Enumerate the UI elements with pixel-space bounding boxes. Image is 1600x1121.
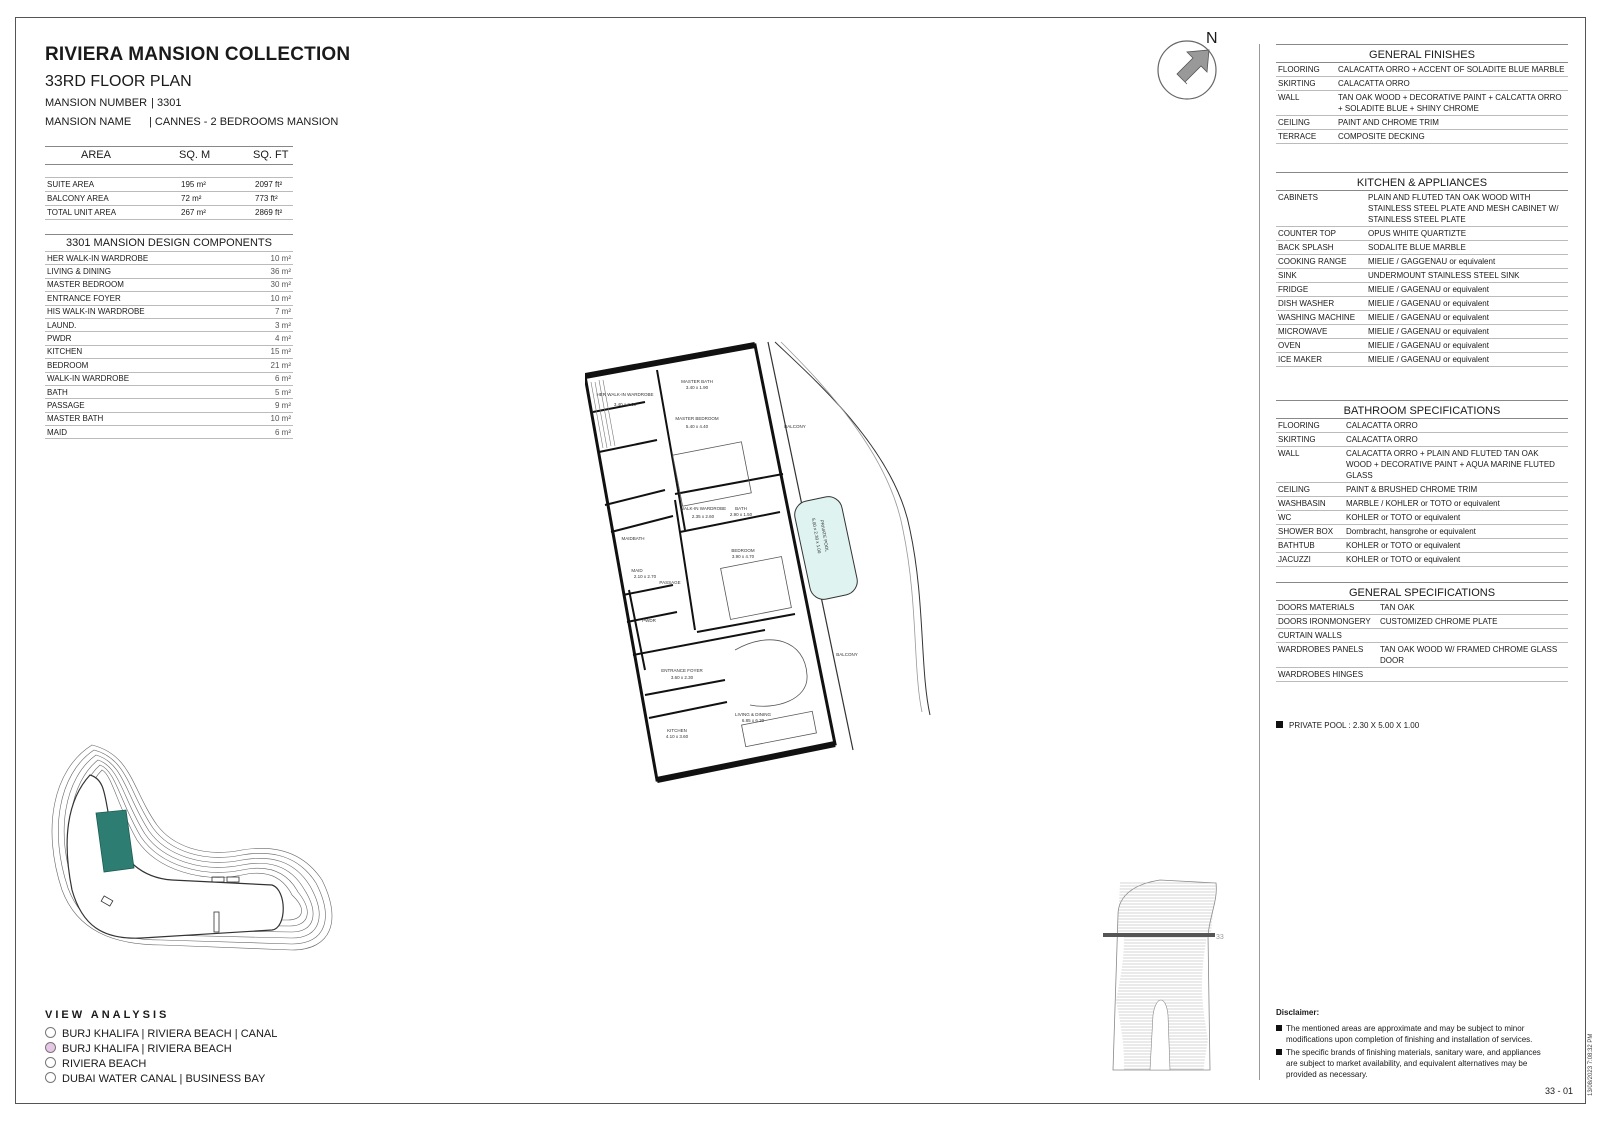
component-name: MASTER BATH bbox=[45, 412, 246, 425]
component-name: HIS WALK-IN WARDROBE bbox=[45, 305, 246, 318]
component-row bbox=[45, 292, 293, 305]
label-entrance: ENTRANCE FOYER bbox=[661, 668, 703, 673]
spec-label: CABINETS bbox=[1276, 191, 1366, 227]
mansion-name-label: MANSION NAME bbox=[45, 116, 132, 128]
spec-value: KOHLER or TOTO or equivalent bbox=[1344, 511, 1568, 525]
key-plan bbox=[42, 740, 342, 965]
kitchen-section bbox=[1276, 172, 1568, 367]
mansion-name-value: | CANNES - 2 BEDROOMS MANSION bbox=[149, 116, 339, 128]
spec-value: MARBLE / KOHLER or TOTO or equivalent bbox=[1344, 497, 1568, 511]
floor-plan bbox=[585, 340, 945, 800]
sqft-header: SQ. FT bbox=[253, 147, 293, 165]
spec-label: DOORS IRONMONGERY bbox=[1276, 615, 1378, 629]
spec-value: CUSTOMIZED CHROME PLATE bbox=[1378, 615, 1568, 629]
spec-value bbox=[1378, 629, 1568, 643]
pool-note bbox=[1276, 721, 1419, 730]
spec-value: Dornbracht, hansgrohe or equivalent bbox=[1344, 525, 1568, 539]
label-entrance-dim: 3.60 x 2.30 bbox=[670, 675, 694, 680]
spec-label: TERRACE bbox=[1276, 130, 1336, 144]
spec-label: SKIRTING bbox=[1276, 77, 1336, 91]
spec-value: MIELIE / GAGENAU or equivalent bbox=[1366, 283, 1568, 297]
spec-row bbox=[1276, 269, 1568, 283]
column-divider bbox=[1259, 44, 1260, 1080]
view-label: BURJ KHALIFA | RIVIERA BEACH | CANAL bbox=[62, 1028, 278, 1040]
view-label: DUBAI WATER CANAL | BUSINESS BAY bbox=[62, 1073, 266, 1085]
spec-value: SODALITE BLUE MARBLE bbox=[1366, 241, 1568, 255]
spec-row bbox=[1276, 525, 1568, 539]
spec-label: BACK SPLASH bbox=[1276, 241, 1366, 255]
floor-number: 33 bbox=[1216, 934, 1224, 941]
spec-value: MIELIE / GAGGENAU or equivalent bbox=[1366, 255, 1568, 269]
component-row bbox=[45, 426, 293, 439]
label-kitchen-dim: 4.10 x 3.60 bbox=[665, 734, 689, 739]
component-row bbox=[45, 305, 293, 318]
floor-marker bbox=[1103, 933, 1215, 937]
general-specs-title: GENERAL SPECIFICATIONS bbox=[1276, 582, 1568, 601]
label-living: LIVING & DINING bbox=[734, 712, 772, 717]
component-name: KITCHEN bbox=[45, 345, 246, 358]
area-name: SUITE AREA bbox=[45, 178, 179, 192]
component-area: 6 m² bbox=[246, 426, 293, 439]
view-item bbox=[45, 1027, 277, 1040]
general-finishes-title: GENERAL FINISHES bbox=[1276, 44, 1568, 63]
component-area: 6 m² bbox=[246, 372, 293, 385]
label-maid: MAID bbox=[631, 568, 643, 573]
spec-label: CEILING bbox=[1276, 483, 1344, 497]
spec-label: CEILING bbox=[1276, 116, 1336, 130]
spec-row bbox=[1276, 483, 1568, 497]
area-row bbox=[45, 192, 293, 206]
spec-label: WC bbox=[1276, 511, 1344, 525]
area-table bbox=[45, 146, 293, 220]
label-bath: BATH bbox=[735, 506, 747, 511]
spec-label: ICE MAKER bbox=[1276, 353, 1366, 367]
spec-row bbox=[1276, 311, 1568, 325]
components-title: 3301 MANSION DESIGN COMPONENTS bbox=[45, 234, 293, 249]
mansion-number-label: MANSION NUMBER bbox=[45, 97, 148, 109]
component-row bbox=[45, 332, 293, 345]
outer-wall bbox=[585, 345, 835, 780]
spec-row bbox=[1276, 325, 1568, 339]
spec-row bbox=[1276, 539, 1568, 553]
spec-value: TAN OAK bbox=[1378, 601, 1568, 615]
label-her-wir-dim: 3.40 x 2.60 bbox=[613, 402, 637, 407]
component-row bbox=[45, 385, 293, 398]
bathroom-title: BATHROOM SPECIFICATIONS bbox=[1276, 400, 1568, 419]
north-arrow-icon bbox=[1157, 40, 1225, 108]
spec-row bbox=[1276, 283, 1568, 297]
component-row bbox=[45, 372, 293, 385]
component-area: 7 m² bbox=[246, 305, 293, 318]
area-sqm: 72 m² bbox=[179, 192, 253, 206]
label-bedroom-dim: 3.90 x 4.70 bbox=[731, 554, 755, 559]
label-master-bedroom-dim: 5.40 x 4.40 bbox=[685, 424, 709, 429]
spec-row bbox=[1276, 116, 1568, 130]
label-kitchen: KITCHEN bbox=[667, 728, 687, 733]
floor-plan-title: 33RD FLOOR PLAN bbox=[45, 73, 192, 90]
label-master-bath: MASTER BATH bbox=[681, 379, 713, 384]
label-bedroom: BEDROOM bbox=[731, 548, 755, 553]
view-analysis-title: VIEW ANALYSIS bbox=[45, 1009, 170, 1021]
area-name: BALCONY AREA bbox=[45, 192, 179, 206]
spec-label: WALL bbox=[1276, 447, 1344, 483]
spec-value: MIELIE / GAGENAU or equivalent bbox=[1366, 353, 1568, 367]
bedroom-bed bbox=[721, 557, 792, 620]
spec-label: WARDROBES HINGES bbox=[1276, 668, 1378, 682]
spec-row bbox=[1276, 433, 1568, 447]
component-area: 10 m² bbox=[246, 292, 293, 305]
disclaimer-text: The specific brands of finishing materials, sanitary ware, and appliances are subject to market availability, and equivalent alternatives may be provided as necessary. bbox=[1286, 1048, 1541, 1079]
spec-row bbox=[1276, 63, 1568, 77]
bathroom-section bbox=[1276, 400, 1568, 567]
label-maid-dim: 2.10 x 2.70 bbox=[633, 574, 657, 579]
bullet-icon bbox=[1276, 1049, 1282, 1055]
page-number: 33 - 01 bbox=[1545, 1086, 1574, 1096]
spec-row bbox=[1276, 77, 1568, 91]
area-sqm: 267 m² bbox=[179, 206, 253, 220]
spec-value: MIELIE / GAGENAU or equivalent bbox=[1366, 325, 1568, 339]
label-her-wir: HER WALK-IN WARDROBE bbox=[596, 392, 654, 397]
component-name: PWDR bbox=[45, 332, 246, 345]
label-pool-dim: 5.00 x 2.30 x 1.00 bbox=[810, 517, 823, 554]
bullet-icon bbox=[1276, 1025, 1282, 1031]
spec-value bbox=[1378, 668, 1568, 682]
component-row bbox=[45, 359, 293, 372]
spec-value: MIELIE / GAGENAU or equivalent bbox=[1366, 339, 1568, 353]
spec-label: FLOORING bbox=[1276, 63, 1336, 77]
spec-row bbox=[1276, 130, 1568, 144]
spec-label: SINK bbox=[1276, 269, 1366, 283]
component-name: ENTRANCE FOYER bbox=[45, 292, 246, 305]
area-header: AREA bbox=[45, 147, 179, 165]
spec-label: WALL bbox=[1276, 91, 1336, 116]
spec-row bbox=[1276, 297, 1568, 311]
component-area: 9 m² bbox=[246, 399, 293, 412]
component-area: 4 m² bbox=[246, 332, 293, 345]
project-title: RIVIERA MANSION COLLECTION bbox=[45, 44, 351, 65]
spec-label: DOORS MATERIALS bbox=[1276, 601, 1378, 615]
components-table bbox=[45, 251, 293, 439]
component-name: PASSAGE bbox=[45, 399, 246, 412]
component-name: LIVING & DINING bbox=[45, 265, 246, 278]
spec-row bbox=[1276, 227, 1568, 241]
component-row bbox=[45, 265, 293, 278]
spec-label: OVEN bbox=[1276, 339, 1366, 353]
spec-row bbox=[1276, 91, 1568, 116]
view-color-icon bbox=[45, 1042, 56, 1053]
spec-label: WASHBASIN bbox=[1276, 497, 1344, 511]
label-master-bath-dim: 3.40 x 1.90 bbox=[685, 385, 709, 390]
component-row bbox=[45, 345, 293, 358]
spec-label: COUNTER TOP bbox=[1276, 227, 1366, 241]
disclaimer-item bbox=[1276, 1023, 1546, 1045]
label-living-dim: 6.85 x 6.30 bbox=[741, 718, 765, 723]
spec-value: OPUS WHITE QUARTIZTE bbox=[1366, 227, 1568, 241]
spec-label: DISH WASHER bbox=[1276, 297, 1366, 311]
area-sqft: 2097 ft² bbox=[253, 178, 293, 192]
disclaimer-item bbox=[1276, 1047, 1546, 1080]
spec-value: MIELIE / GAGENAU or equivalent bbox=[1366, 297, 1568, 311]
component-area: 30 m² bbox=[246, 278, 293, 291]
component-area: 10 m² bbox=[246, 252, 293, 265]
component-name: BEDROOM bbox=[45, 359, 246, 372]
spec-value: KOHLER or TOTO or equivalent bbox=[1344, 539, 1568, 553]
general-specs-section bbox=[1276, 582, 1568, 682]
component-name: MAID bbox=[45, 426, 246, 439]
spec-row bbox=[1276, 353, 1568, 367]
spec-label: BATHTUB bbox=[1276, 539, 1344, 553]
component-area: 21 m² bbox=[246, 359, 293, 372]
component-area: 36 m² bbox=[246, 265, 293, 278]
disclaimer-text: The mentioned areas are approximate and may be subject to minor modifications upon completion of finishing and installation of services. bbox=[1286, 1024, 1533, 1044]
spec-row bbox=[1276, 553, 1568, 567]
spec-label: MICROWAVE bbox=[1276, 325, 1366, 339]
spec-row bbox=[1276, 668, 1568, 682]
view-color-icon bbox=[45, 1027, 56, 1038]
component-name: LAUND. bbox=[45, 318, 246, 331]
label-passage: PASSAGE bbox=[659, 580, 681, 585]
spec-value: MIELIE / GAGENAU or equivalent bbox=[1366, 311, 1568, 325]
component-row bbox=[45, 252, 293, 265]
label-balcony-1: BALCONY bbox=[784, 424, 806, 429]
spec-value: KOHLER or TOTO or equivalent bbox=[1344, 553, 1568, 567]
label-balcony-2: BALCONY bbox=[836, 652, 858, 657]
elevation-diagram bbox=[1098, 875, 1228, 1085]
label-master-bedroom: MASTER BEDROOM bbox=[675, 416, 719, 421]
component-area: 3 m² bbox=[246, 318, 293, 331]
spec-value: COMPOSITE DECKING bbox=[1336, 130, 1568, 144]
label-walkin: WALK-IN WARDROBE bbox=[679, 506, 727, 511]
spec-value: TAN OAK WOOD + DECORATIVE PAINT + CALCATTA ORRO + SOLADITE BLUE + SHINY CHROME bbox=[1336, 91, 1568, 116]
pool-note-text: PRIVATE POOL : 2.30 X 5.00 X 1.00 bbox=[1289, 721, 1420, 730]
spec-value: CALACATTA ORRO bbox=[1344, 419, 1568, 433]
spec-value: PLAIN AND FLUTED TAN OAK WOOD WITH STAINLESS STEEL PLATE AND MESH CABINET W/ STAINLESS STEEL PLATE bbox=[1366, 191, 1568, 227]
spec-value: UNDERMOUNT STAINLESS STEEL SINK bbox=[1366, 269, 1568, 283]
spec-label: FLOORING bbox=[1276, 419, 1344, 433]
spec-label: JACUZZI bbox=[1276, 553, 1344, 567]
view-item bbox=[45, 1042, 232, 1055]
spec-label: COOKING RANGE bbox=[1276, 255, 1366, 269]
label-maidbath: MAIDBATH bbox=[621, 536, 645, 541]
north-label: N bbox=[1206, 30, 1218, 47]
area-row bbox=[45, 206, 293, 220]
area-sqm: 195 m² bbox=[179, 178, 253, 192]
spec-value: CALACATTA ORRO + PLAIN AND FLUTED TAN OAK WOOD + DECORATIVE PAINT + AQUA MARINE FLUTED GLASS bbox=[1344, 447, 1568, 483]
component-area: 5 m² bbox=[246, 385, 293, 398]
general-finishes-section bbox=[1276, 44, 1568, 144]
spec-row bbox=[1276, 241, 1568, 255]
spec-row bbox=[1276, 629, 1568, 643]
spec-label: WARDROBES PANELS bbox=[1276, 643, 1378, 668]
spec-row bbox=[1276, 643, 1568, 668]
area-name: TOTAL UNIT AREA bbox=[45, 206, 179, 220]
spec-row bbox=[1276, 191, 1568, 227]
spec-value: CALACATTA ORRO bbox=[1344, 433, 1568, 447]
spec-label: SKIRTING bbox=[1276, 433, 1344, 447]
spec-row bbox=[1276, 339, 1568, 353]
spec-value: PAINT AND CHROME TRIM bbox=[1336, 116, 1568, 130]
bullet-icon bbox=[1276, 721, 1283, 728]
component-name: HER WALK-IN WARDROBE bbox=[45, 252, 246, 265]
spec-row bbox=[1276, 419, 1568, 433]
spec-label: SHOWER BOX bbox=[1276, 525, 1344, 539]
mansion-number bbox=[45, 97, 181, 109]
component-area: 15 m² bbox=[246, 345, 293, 358]
spec-label: WASHING MACHINE bbox=[1276, 311, 1366, 325]
view-color-icon bbox=[45, 1072, 56, 1083]
spec-value: CALACATTA ORRO bbox=[1336, 77, 1568, 91]
spec-value: PAINT & BRUSHED CHROME TRIM bbox=[1344, 483, 1568, 497]
component-name: BATH bbox=[45, 385, 246, 398]
component-area: 10 m² bbox=[246, 412, 293, 425]
component-row bbox=[45, 278, 293, 291]
kitchen-title: KITCHEN & APPLIANCES bbox=[1276, 172, 1568, 191]
component-name: WALK-IN WARDROBE bbox=[45, 372, 246, 385]
spec-value: TAN OAK WOOD W/ FRAMED CHROME GLASS DOOR bbox=[1378, 643, 1568, 668]
view-item bbox=[45, 1057, 146, 1070]
view-label: BURJ KHALIFA | RIVIERA BEACH bbox=[62, 1043, 232, 1055]
view-color-icon bbox=[45, 1057, 56, 1068]
label-pwdr: PWDR bbox=[642, 618, 656, 623]
label-bath-dim: 2.90 x 1.50 bbox=[729, 512, 753, 517]
spec-row bbox=[1276, 511, 1568, 525]
spec-row bbox=[1276, 447, 1568, 483]
spec-value: CALACATTA ORRO + ACCENT OF SOLADITE BLUE MARBLE bbox=[1336, 63, 1568, 77]
sqm-header: SQ. M bbox=[179, 147, 253, 165]
view-label: RIVIERA BEACH bbox=[62, 1058, 147, 1070]
label-walkin-dim: 2.35 x 2.60 bbox=[691, 514, 715, 519]
component-name: MASTER BEDROOM bbox=[45, 278, 246, 291]
area-sqft: 773 ft² bbox=[253, 192, 293, 206]
disclaimer-title: Disclaimer: bbox=[1276, 1008, 1320, 1017]
view-item bbox=[45, 1072, 265, 1085]
area-row bbox=[45, 178, 293, 192]
spec-row bbox=[1276, 497, 1568, 511]
component-row bbox=[45, 318, 293, 331]
spec-row bbox=[1276, 255, 1568, 269]
component-row bbox=[45, 399, 293, 412]
spec-label: CURTAIN WALLS bbox=[1276, 629, 1378, 643]
area-sqft: 2869 ft² bbox=[253, 206, 293, 220]
mansion-name bbox=[45, 116, 338, 128]
spec-row bbox=[1276, 601, 1568, 615]
mansion-number-value: | 3301 bbox=[151, 97, 182, 109]
print-stamp: 13/08/2023 7:08:32 PM bbox=[1588, 1033, 1594, 1096]
component-row bbox=[45, 412, 293, 425]
spec-label: FRIDGE bbox=[1276, 283, 1366, 297]
master-bed bbox=[673, 442, 752, 506]
spec-row bbox=[1276, 615, 1568, 629]
label-pool: PRIVATE POOL bbox=[819, 519, 830, 553]
